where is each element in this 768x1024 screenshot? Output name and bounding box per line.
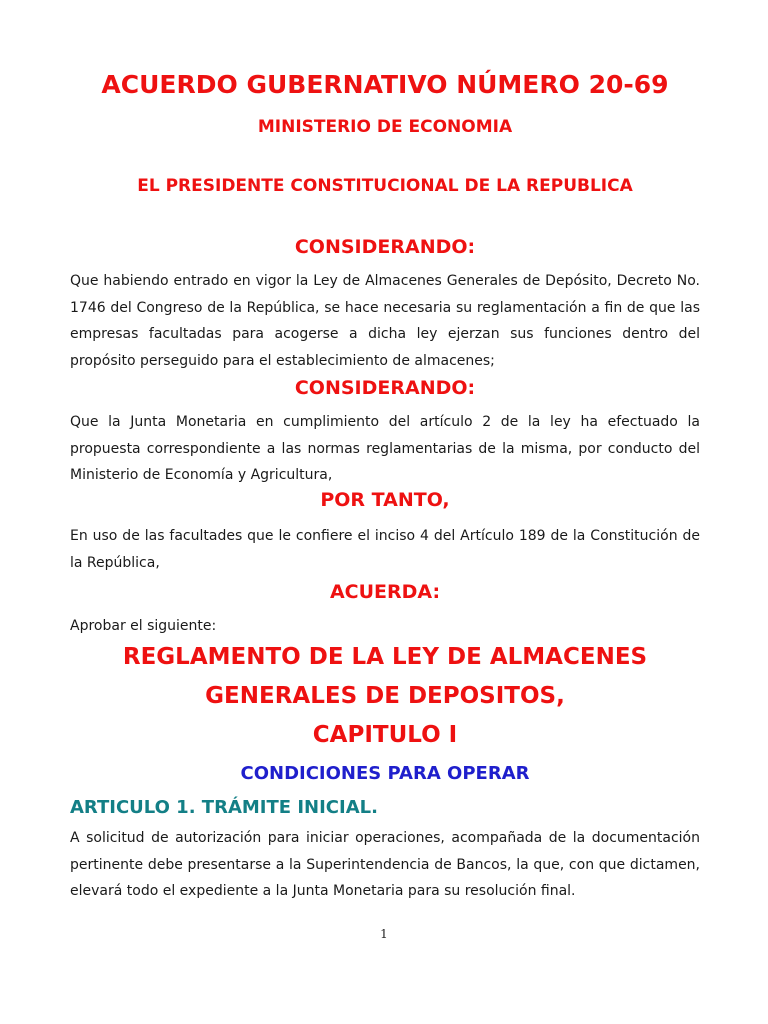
capitulo-title: CONDICIONES PARA OPERAR [240,763,530,784]
articulo-1-paragraph: A solicitud de autorización para iniciar operaciones, acompañada de la documentación pertinente debe presentarse a la Superintendencia de Bancos, la que, con que dictamen, elevará todo el expediente a la Junta Monetaria para su resolución final. [70,830,700,899]
document-title: ACUERDO GUBERNATIVO NÚMERO 20-69 [101,70,669,99]
reglamento-title-line-1: REGLAMENTO DE LA LEY DE ALMACENES [122,644,648,670]
president-heading: EL PRESIDENTE CONSTITUCIONAL DE LA REPUBLICA [137,176,633,196]
acuerda-heading: ACUERDA: [329,581,441,603]
articulo-1-heading: ARTICULO 1. TRÁMITE INICIAL. [70,797,378,818]
ministry-heading: MINISTERIO DE ECONOMIA [257,117,513,137]
considerando-paragraph-1: Que habiendo entrado en vigor la Ley de Almacenes Generales de Depósito, Decreto No. 1746 del Congreso de la República, se hace necesaria su reglamentación a fin de que las empresas facultadas para acogerse a dicha ley ejerzan sus funciones dentro del propósito perseguido para el establecimiento de almacenes; [70,273,700,369]
considerando-heading-1: CONSIDERANDO: [294,236,476,258]
considerando-paragraph-2: Que la Junta Monetaria en cumplimiento del artículo 2 de la ley ha efectuado la propuesta correspondiente a las normas reglamentarias de la misma, por conducto del Ministerio de Economía y Agricultura, [70,414,700,483]
por-tanto-heading: POR TANTO, [320,489,450,511]
capitulo-heading: CAPITULO I [312,722,458,748]
reglamento-title-line-2: GENERALES DE DEPOSITOS, [205,683,565,709]
por-tanto-paragraph: En uso de las facultades que le confiere el inciso 4 del Artículo 189 de la Constitución de la República, [70,528,700,571]
considerando-heading-2: CONSIDERANDO: [294,377,476,399]
acuerda-paragraph: Aprobar el siguiente: [70,618,217,634]
page-number: 1 [380,927,388,941]
